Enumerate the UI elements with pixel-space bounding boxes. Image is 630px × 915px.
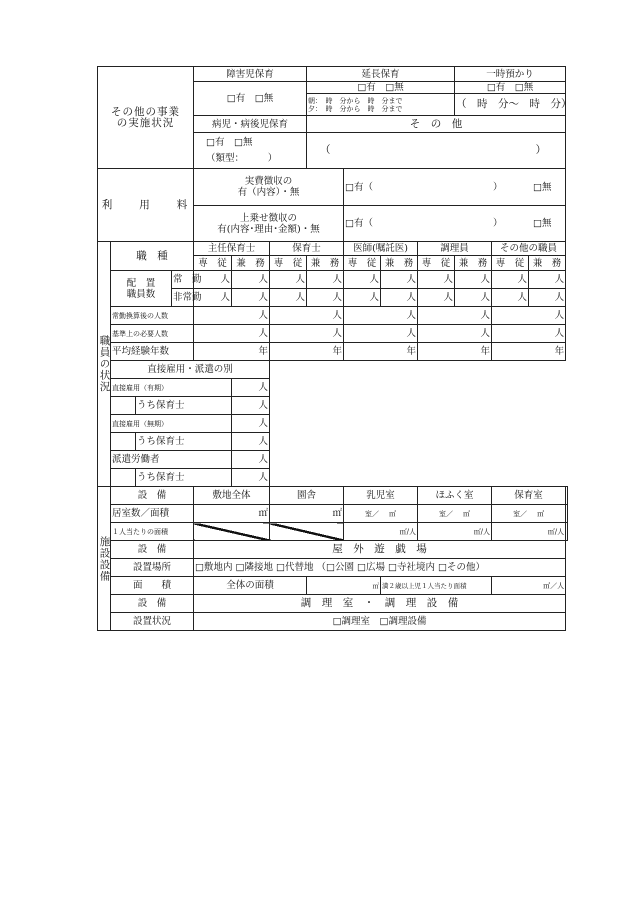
job-doctor: 医師(嘱託医) xyxy=(344,242,418,256)
part-time-header: 兼 務 xyxy=(381,256,418,271)
area-label: 面 積 xyxy=(111,577,194,595)
m2-unit: ㎡ xyxy=(389,509,397,518)
year-cell[interactable]: 年 xyxy=(194,343,270,361)
m2-unit: ㎡ xyxy=(258,508,268,519)
count-cell[interactable]: 人 xyxy=(232,397,270,415)
count-cell[interactable]: 人 xyxy=(381,289,418,307)
full-time-header: 専 従 xyxy=(492,256,529,271)
count-cell[interactable]: 人 xyxy=(270,325,344,343)
extended-evening: 夕： 時 分から 時 分まで xyxy=(308,104,403,113)
indent-cell xyxy=(111,397,136,415)
diagonal-cell xyxy=(194,523,270,541)
location-options[interactable]: □敷地内 □隣接地 □代替地 （□公園 □広場 □寺社境内 □その他） xyxy=(194,559,566,577)
total-area-label: 全体の面積 xyxy=(194,577,307,595)
fees-label: 利 用 料 xyxy=(98,169,194,242)
year-cell[interactable]: 年 xyxy=(344,343,418,361)
extra-charge-label: 上乗せ徴収の 有(内容･理由･金額)・無 xyxy=(194,206,344,242)
location-label: 設置場所 xyxy=(111,559,194,577)
count-cell[interactable]: 人 xyxy=(270,271,307,289)
actual-cost-no[interactable]: □無 xyxy=(533,181,552,193)
col-play-room xyxy=(566,487,568,505)
kitchen-header: 調 理 室 ・ 調 理 設 備 xyxy=(194,595,566,613)
part-time-header: 兼 務 xyxy=(307,256,344,271)
extended-morning: 朝： 時 分から 時 分まで xyxy=(308,96,403,105)
col-infant-room: 乳児室 xyxy=(344,487,418,505)
extra-charge-field[interactable] xyxy=(344,206,566,242)
per-person-label: １人当たりの面積 xyxy=(111,523,194,541)
regular-label: 常 勤 xyxy=(172,271,194,289)
job-chief-nurse: 主任保育士 xyxy=(194,242,270,256)
count-cell[interactable]: 人 xyxy=(492,325,566,343)
count-cell[interactable]: 人 xyxy=(344,271,381,289)
extended-care-options[interactable]: □有 □無 xyxy=(307,82,455,94)
extended-care-times xyxy=(307,94,455,116)
other-field[interactable] xyxy=(307,133,566,169)
diagonal-cell xyxy=(270,523,344,541)
actual-cost-field[interactable] xyxy=(344,169,566,206)
col-building: 園舎 xyxy=(270,487,344,505)
count-cell[interactable]: 人 xyxy=(529,289,566,307)
disabled-care-header: 障害児保育 xyxy=(194,67,307,82)
experience-label: 平均経験年数 xyxy=(111,343,194,361)
count-cell[interactable]: 人 xyxy=(492,307,566,325)
form-table xyxy=(97,66,572,631)
per-person-cell[interactable]: ㎡/人 xyxy=(418,523,492,541)
blank-area xyxy=(270,361,566,487)
equipment-label: 設 備 xyxy=(111,541,194,559)
staff-section-label: 職員の状況 xyxy=(98,242,111,487)
direct-fixed-label: 直接雇用（有期） xyxy=(111,379,232,397)
other-header: そ の 他 xyxy=(307,116,566,133)
part-time-header: 兼 務 xyxy=(232,256,270,271)
count-cell[interactable]: 人 xyxy=(194,271,232,289)
count-cell[interactable]: 人 xyxy=(418,307,492,325)
m2-unit: ㎡ xyxy=(537,509,545,518)
sick-child-care-checkboxes[interactable]: □有 □無 xyxy=(206,137,253,148)
extra-charge-no[interactable]: □無 xyxy=(533,218,552,229)
extra-charge-yes[interactable]: □有（ xyxy=(345,218,374,229)
rooms-area-label: 居室数／面積 xyxy=(111,505,194,523)
disabled-care-options[interactable]: □有 □無 xyxy=(194,82,307,116)
count-cell[interactable]: 人 xyxy=(194,307,270,325)
kitchen-options[interactable]: □調理室 □調理設備 xyxy=(194,613,566,631)
playground-header: 屋 外 遊 戯 場 xyxy=(194,541,566,559)
facility-form xyxy=(97,66,572,631)
temporary-care-options[interactable]: □有 □無 xyxy=(455,82,566,94)
job-nurse: 保育士 xyxy=(270,242,344,256)
year-cell[interactable]: 年 xyxy=(492,343,566,361)
sick-child-care-header: 病児・病後児保育 xyxy=(194,116,307,133)
room-area-cell[interactable] xyxy=(418,505,492,523)
sick-child-care-type[interactable]: （類型： ） xyxy=(206,153,278,164)
extra-charge-close: ） xyxy=(493,218,503,229)
col-site: 敷地全体 xyxy=(194,487,270,505)
count-cell[interactable]: 人 xyxy=(492,289,529,307)
sick-child-care-options xyxy=(194,133,307,169)
count-cell[interactable]: 人 xyxy=(307,289,344,307)
count-cell[interactable]: 人 xyxy=(307,271,344,289)
actual-cost-label: 実費徴収の 有（内容）・無 xyxy=(194,169,344,206)
other-paren-open: （ xyxy=(320,144,331,156)
col-crawling-room: ほふく室 xyxy=(418,487,492,505)
m2-unit: ㎡ xyxy=(332,508,343,519)
over2-area-cell[interactable]: ㎡／人 xyxy=(492,577,566,595)
count-cell[interactable]: 人 xyxy=(232,379,270,397)
per-person-cell[interactable] xyxy=(566,523,568,541)
facility-section-label: 施設設備 xyxy=(98,487,111,631)
count-cell[interactable]: 人 xyxy=(381,271,418,289)
part-time-header: 兼 務 xyxy=(529,256,566,271)
employment-type-header: 直接雇用・派遣の別 xyxy=(111,361,270,379)
count-cell[interactable]: 人 xyxy=(270,289,307,307)
fte-label: 常勤換算後の人数 xyxy=(111,307,194,325)
extended-care-header: 延長保育 xyxy=(307,67,455,82)
temporary-care-time: （ 時 分～ 時 分） xyxy=(455,94,566,116)
of-which-nurse-label: うち保育士 xyxy=(136,433,232,451)
count-cell[interactable]: 人 xyxy=(344,325,418,343)
job-cook: 調理員 xyxy=(418,242,492,256)
count-cell[interactable]: 人 xyxy=(455,289,492,307)
count-cell[interactable]: 人 xyxy=(232,469,270,487)
temporary-care-header: 一時預かり xyxy=(455,67,566,82)
per-person-cell[interactable]: ㎡/人 xyxy=(344,523,418,541)
equipment-label: 設 備 xyxy=(111,595,194,613)
m2-unit: ㎡ xyxy=(463,509,471,518)
total-area-cell[interactable]: ㎡ xyxy=(307,577,381,595)
other-paren-close: ） xyxy=(535,144,547,156)
required-label: 基準上の必要人数 xyxy=(111,325,194,343)
part-time-header: 兼 務 xyxy=(455,256,492,271)
count-cell[interactable]: 人 xyxy=(232,289,270,307)
count-cell[interactable]: 人 xyxy=(194,325,270,343)
count-cell[interactable]: 人 xyxy=(418,271,455,289)
count-cell[interactable]: 人 xyxy=(418,289,455,307)
of-which-nurse-label: うち保育士 xyxy=(136,397,232,415)
over2-area-label: 満２歳以上児１人当たり面積 xyxy=(381,577,492,595)
dispatch-label: 派遣労働者 xyxy=(111,451,232,469)
count-cell[interactable]: 人 xyxy=(232,451,270,469)
full-time-header: 専 従 xyxy=(418,256,455,271)
per-person-cell[interactable]: ㎡/人 xyxy=(492,523,566,541)
indent-cell xyxy=(111,469,136,487)
status-label: 設置状況 xyxy=(111,613,194,631)
count-cell[interactable]: 人 xyxy=(232,415,270,433)
count-cell[interactable]: 人 xyxy=(232,271,270,289)
room-area-cell[interactable] xyxy=(344,505,418,523)
indent-cell xyxy=(111,433,136,451)
area-cell[interactable] xyxy=(270,505,344,523)
count-cell[interactable]: 人 xyxy=(492,271,529,289)
room-unit: 室／ xyxy=(365,509,380,518)
job-type-label: 職 種 xyxy=(111,242,194,271)
direct-indef-label: 直接雇用（無期） xyxy=(111,415,232,433)
of-which-nurse-label: うち保育士 xyxy=(136,469,232,487)
equipment-label: 設 備 xyxy=(111,487,194,505)
count-cell[interactable]: 人 xyxy=(529,271,566,289)
room-unit: 室／ xyxy=(513,509,528,518)
count-cell[interactable]: 人 xyxy=(232,433,270,451)
count-cell[interactable]: 人 xyxy=(270,307,344,325)
nonregular-label: 非常勤 xyxy=(172,289,194,307)
year-cell[interactable]: 年 xyxy=(418,343,492,361)
room-area-cell[interactable] xyxy=(492,505,566,523)
assigned-staff-label: 配 置 職員数 xyxy=(111,271,172,307)
full-time-header: 専 従 xyxy=(194,256,232,271)
count-cell[interactable]: 人 xyxy=(418,325,492,343)
room-area-cell[interactable] xyxy=(566,505,568,523)
count-cell[interactable]: 人 xyxy=(194,289,232,307)
col-nursery-room: 保育室 xyxy=(492,487,566,505)
room-unit: 室／ xyxy=(439,509,454,518)
full-time-header: 専 従 xyxy=(344,256,381,271)
full-time-header: 専 従 xyxy=(270,256,307,271)
count-cell[interactable]: 人 xyxy=(344,289,381,307)
count-cell[interactable]: 人 xyxy=(455,271,492,289)
actual-cost-close: ） xyxy=(493,181,503,193)
actual-cost-yes[interactable]: □有（ xyxy=(345,181,374,193)
area-cell[interactable] xyxy=(194,505,270,523)
count-cell[interactable]: 人 xyxy=(344,307,418,325)
other-business-label: その他の事業 の実施状況 xyxy=(98,67,194,169)
year-cell[interactable]: 年 xyxy=(270,343,344,361)
job-other-staff: その他の職員 xyxy=(492,242,566,256)
